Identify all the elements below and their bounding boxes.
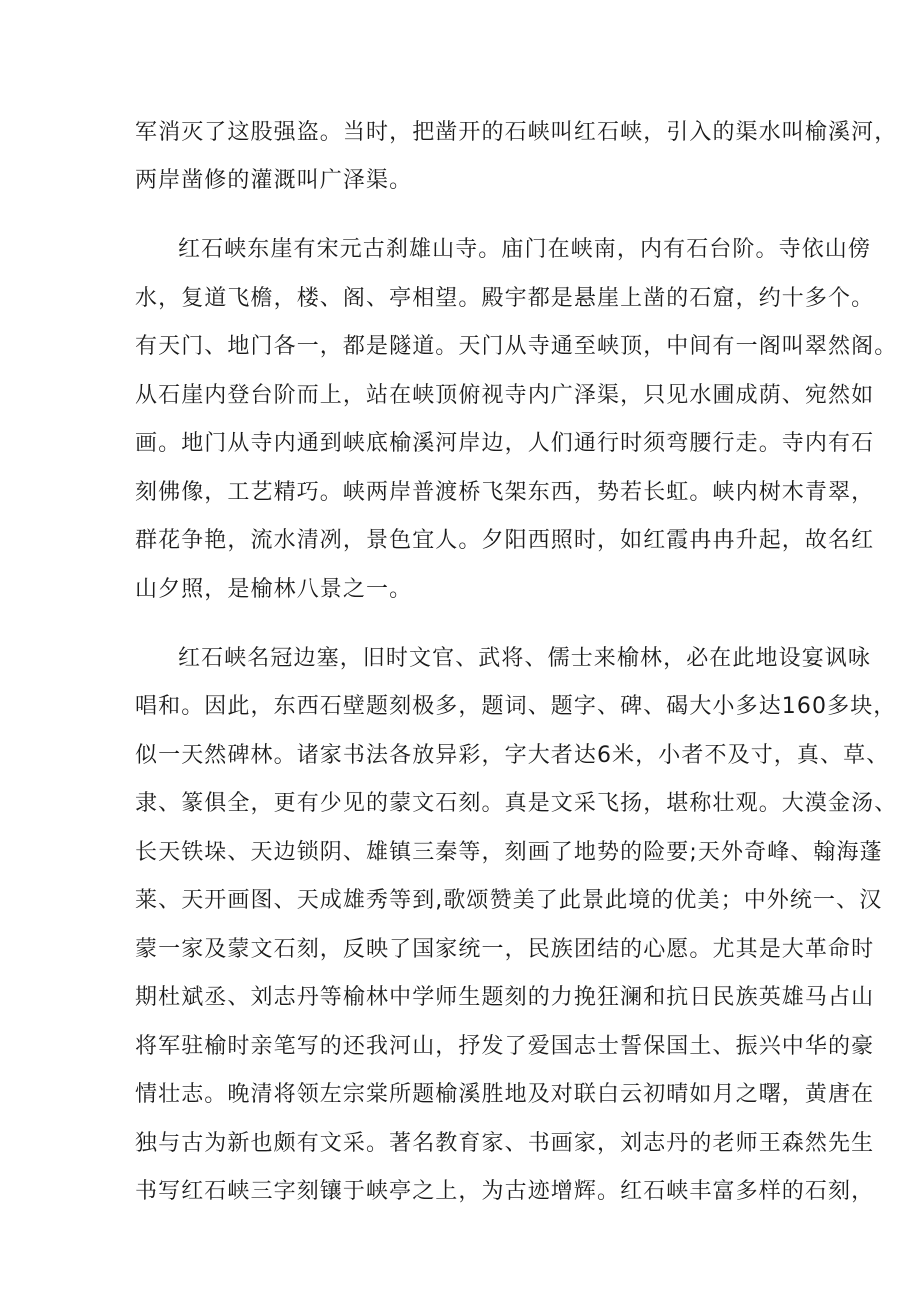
text-line: 唱和。因此，东西石壁题刻极多，题词、题字、碑、碣大小多达160多块，	[135, 694, 897, 719]
text-line: 隶、篆俱全，更有少见的蒙文石刻。真是文采飞扬，堪称壮观。大漠金汤、	[135, 791, 898, 816]
text-line: 情壮志。晚清将领左宗棠所题榆溪胜地及对联白云初晴如月之曙，黄唐在	[135, 1082, 875, 1107]
text-line: 长天铁垛、天边锁阴、雄镇三秦等，刻画了地势的险要;天外奇峰、翰海蓬	[135, 840, 883, 865]
text-line: 刻佛像，工艺精巧。峡两岸普渡桥飞架东西，势若长虹。峡内树木青翠，	[135, 480, 875, 505]
text-line: 画。地门从寺内通到峡底榆溪河岸边，人们通行时须弯腰行走。寺内有石	[135, 431, 875, 456]
paragraph-first-line: 红石峡名冠边塞，旧时文官、武将、儒士来榆林，必在此地设宴讽咏	[178, 646, 872, 671]
text-line: 蒙一家及蒙文石刻，反映了国家统一，民族团结的心愿。尤其是大革命时	[135, 937, 875, 962]
text-line: 两岸凿修的灌溉叫广泽渠。	[135, 168, 413, 193]
paragraph-first-line: 红石峡东崖有宋元古刹雄山寺。庙门在峡南，内有石台阶。寺依山傍	[178, 237, 872, 262]
text-line: 有天门、地门各一，都是隧道。天门从寺通至峡顶，中间有一阁叫翠然阁。	[135, 334, 898, 359]
text-line: 水，复道飞檐，楼、阁、亭相望。殿宇都是悬崖上凿的石窟，约十多个。	[135, 286, 875, 311]
text-line: 从石崖内登台阶而上，站在峡顶俯视寺内广泽渠，只见水圃成荫、宛然如	[135, 383, 875, 408]
text-line: 群花争艳，流水清冽，景色宜人。夕阳西照时，如红霞冉冉升起，故名红	[135, 528, 875, 553]
text-line: 莱、天开画图、天成雄秀等到,歌颂赞美了此景此境的优美；中外统一、汉	[135, 888, 883, 913]
text-line: 将军驻榆时亲笔写的还我河山，抒发了爱国志士誓保国土、振兴中华的豪	[135, 1034, 875, 1059]
text-line: 独与古为新也颇有文采。著名教育家、书画家，刘志丹的老师王森然先生	[135, 1131, 875, 1156]
text-line: 期杜斌丞、刘志丹等榆林中学师生题刻的力挽狂澜和抗日民族英雄马占山	[135, 985, 875, 1010]
text-line: 军消灭了这股强盗。当时，把凿开的石峡叫红石峡，引入的渠水叫榆溪河，	[135, 120, 898, 145]
text-line: 山夕照，是榆林八景之一。	[135, 577, 413, 602]
text-line: 似一天然碑林。诸家书法各放异彩，字大者达6米，小者不及寸，真、草、	[135, 743, 890, 768]
text-line: 书写红石峡三字刻镶于峡亭之上，为古迹增辉。红石峡丰富多样的石刻，	[135, 1179, 875, 1204]
